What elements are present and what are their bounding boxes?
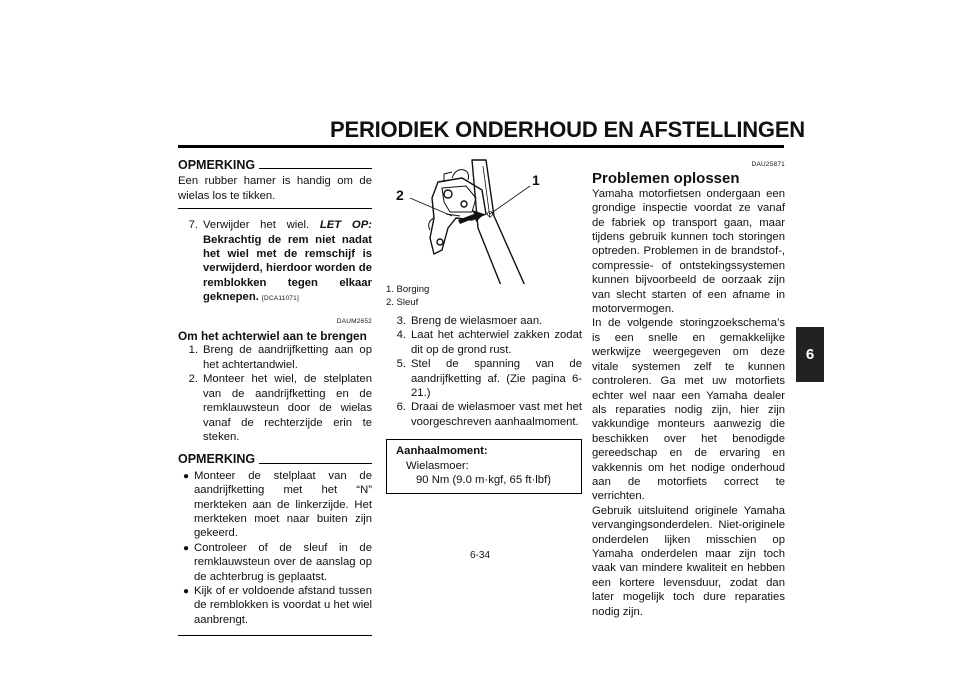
step-6: 6. Draai de wielasmoer vast met het voorgeschreven aanhaalmoment. [396,401,582,428]
note-bullet: ● Controleer of de sleuf in de remklauwsteun over de aanslag op de achterbrug is geplaatst. [178,541,372,584]
section-code: DAU25871 [751,161,785,168]
caption-1: 1. Borging [386,284,430,295]
page-number: 6-34 [469,550,490,561]
paragraph: Gebruik uitsluitend originele Yamaha vervangingsonderdelen. Niet-originele onderdelen lijken misschien op Yamaha onderdelen maar zijn toch vaak van mindere kwaliteit en hebben een kortere levensduur, zodat dan later mogelijk toch dure reparaties nodig zijn. [592,504,785,618]
caution-label: LET OP: [319,219,372,232]
step-1: 1. Breng de aandrijfketting aan op het achtertandwiel. [188,344,372,371]
step-3: 3. Breng de wielasmoer aan. [396,315,543,327]
note-text: Een rubber hamer is handig om de wielas los te tikken. [178,175,372,202]
header-rule [178,145,784,148]
note-bullet: ● Kijk of er voldoende afstand tussen de remblokken is voordat u het wiel aanbrengt. [178,584,372,627]
column-right [592,158,785,619]
note-end-rule [178,208,372,209]
note-heading: OPMERKING [178,158,372,172]
bullet-icon: ● [182,542,190,554]
section-code: DAUM2652 [336,317,372,325]
section-heading: Problemen oplossen [592,170,740,188]
step-5: 5. Stel de spanning van de aandrijfketting af. (Zie pagina 6-21.) [396,358,582,400]
torque-title: Aanhaalmoment: [396,445,488,458]
callout-1: 1 [532,172,540,188]
callout-2: 2 [396,187,404,203]
section-heading: Om het achterwiel aan te brengen [178,329,367,344]
torque-spec-box [386,439,582,494]
caliper-drawing [386,158,582,284]
bullet-icon: ● [182,470,190,482]
column-left [178,158,372,636]
step-2: 2. Monteer het wiel, de stelplaten van de aandrijfketting en de remklauwsteun door de wielas vanaf de rechterzijde erin te steken. [188,373,372,443]
brake-caliper-illustration [386,158,582,284]
torque-item: Wielasmoer: [406,459,469,472]
note-end-rule [178,635,372,636]
bullet-icon: ● [182,585,190,597]
chapter-tab: 6 [796,327,824,382]
note-bullet: ● Monteer de stelplaat van de aandrijfketting met het “N” merkteken aan de linkerzijde. Het merkteken moet naar buiten zijn gekeerd. [178,469,372,541]
paragraph: Yamaha motorfietsen ondergaan een grondige inspectie voordat ze vanaf de fabriek op transport gaan, maar tijdens gebruik kunnen toch storingen optreden. Problemen in de brandstof-, compressie- of ontstekingssystemen kunnen bijvoorbeeld de oorzaak zijn van slecht starten of een afname in motorvermogen. [592,187,785,316]
column-middle [386,158,582,494]
caption-2: 2. Sleuf [386,296,419,308]
note-heading: OPMERKING [178,452,372,466]
paragraph: In de volgende storingzoekschema’s is een snelle en gemakkelijke werkwijze weergegeven om deze vitale systemen zelf te kunnen controleren. Ga met uw motorfiets echter wel naar een Yamaha dealer als reparaties nodig zijn, hier zijn vakkundige monteurs aanwezig die beschikken over het benodigde gereedschap en de ervaring en vakkennis om het nodige onderhoud aan de motorfiets correct te verrichten. [592,317,785,503]
torque-value: 90 Nm (9.0 m·kgf, 65 ft·lbf) [416,474,551,487]
step-4: 4. Laat het achterwiel zakken zodat dit op de grond rust. [396,329,582,356]
warning-code: [DCA11071] [262,295,299,303]
page-title: PERIODIEK ONDERHOUD EN AFSTELLINGEN [330,117,805,142]
step-7: 7. Verwijder het wiel. LET OP: Bekrachtig de rem niet nadat het wiel met de remschijf is verwijderd, hierdoor worden de remblokken tegen elkaar geknepen. [DCA11071] [188,219,372,304]
